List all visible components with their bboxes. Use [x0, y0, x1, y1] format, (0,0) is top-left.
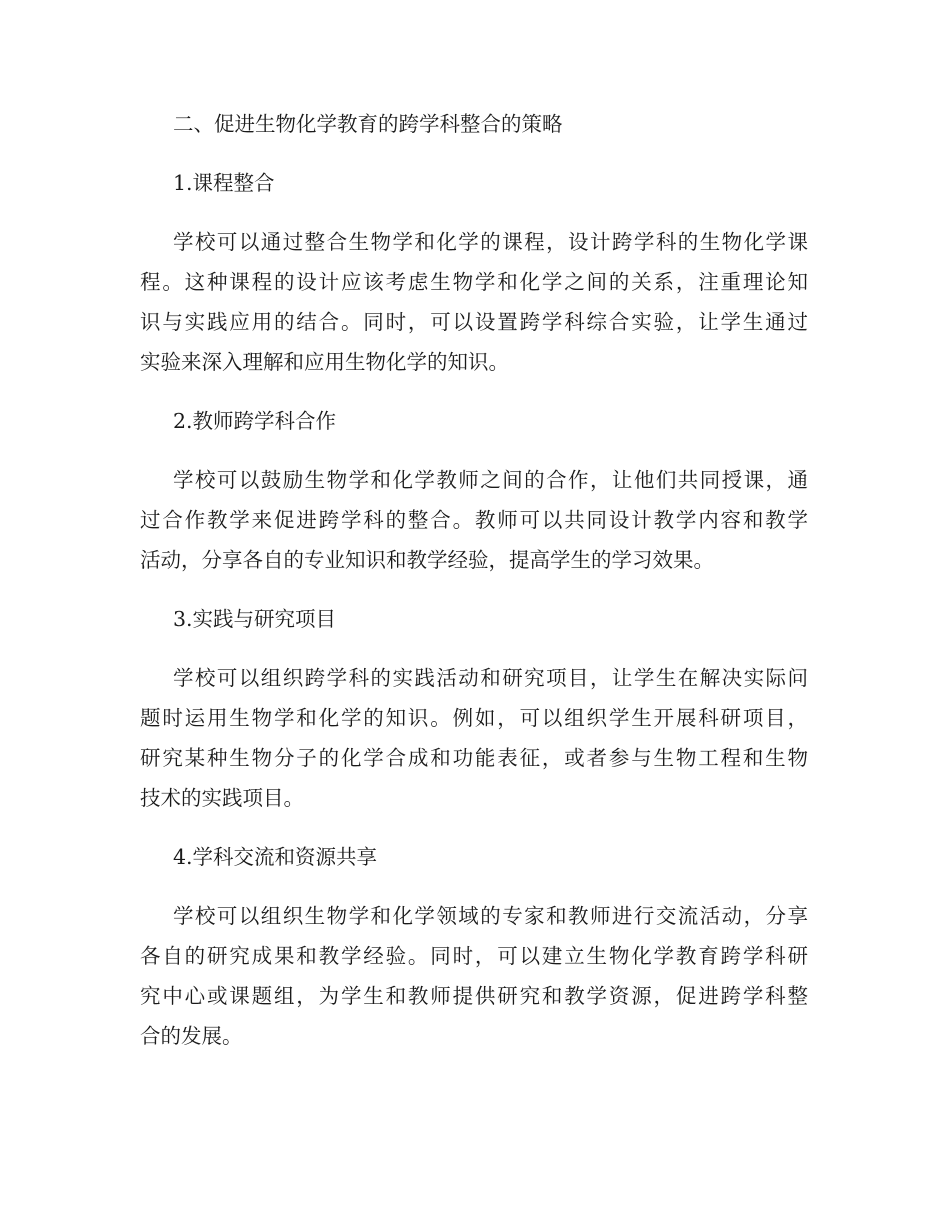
- paragraph-line: 各自的研究成果和教学经验。同时，可以建立生物化学教育跨学科研: [140, 944, 808, 968]
- paragraph-line: 实验来深入理解和应用生物化学的知识。: [140, 350, 509, 374]
- paragraph-line: 学校可以组织跨学科的实践活动和研究项目，让学生在解决实际问: [173, 666, 808, 690]
- paragraph-course-integration: [140, 222, 808, 382]
- paragraph-line: 过合作教学来促进跨学科的整合。教师可以共同设计教学内容和教学: [140, 508, 808, 532]
- paragraph-teacher-collaboration: [140, 460, 808, 580]
- paragraph-practice-research: [140, 658, 808, 818]
- subheading-exchange-sharing: 4.学科交流和资源共享: [173, 845, 378, 869]
- section-title: 二、促进生物化学教育的跨学科整合的策略: [173, 112, 563, 136]
- paragraph-line: 技术的实践项目。: [140, 786, 304, 810]
- paragraph-line: 学校可以鼓励生物学和化学教师之间的合作，让他们共同授课，通: [173, 468, 808, 492]
- paragraph-line: 活动，分享各自的专业知识和教学经验，提高学生的学习效果。: [140, 548, 714, 572]
- paragraph-line: 学校可以通过整合生物学和化学的课程，设计跨学科的生物化学课: [173, 230, 808, 254]
- paragraph-line: 题时运用生物学和化学的知识。例如，可以组织学生开展科研项目，: [140, 706, 808, 730]
- paragraph-line: 究中心或课题组，为学生和教师提供研究和教学资源，促进跨学科整: [140, 984, 808, 1008]
- paragraph-line: 研究某种生物分子的化学合成和功能表征，或者参与生物工程和生物: [140, 746, 808, 770]
- paragraph-line: 识与实践应用的结合。同时，可以设置跨学科综合实验，让学生通过: [140, 310, 808, 334]
- paragraph-exchange-sharing: [140, 896, 808, 1056]
- paragraph-line: 程。这种课程的设计应该考虑生物学和化学之间的关系，注重理论知: [140, 270, 808, 294]
- subheading-teacher-collaboration: 2.教师跨学科合作: [173, 409, 337, 433]
- paragraph-line: 合的发展。: [140, 1024, 243, 1048]
- document-body: [140, 104, 808, 1075]
- subheading-course-integration: 1.课程整合: [173, 171, 275, 195]
- paragraph-line: 学校可以组织生物学和化学领域的专家和教师进行交流活动，分享: [173, 904, 808, 928]
- subheading-practice-research: 3.实践与研究项目: [173, 607, 337, 631]
